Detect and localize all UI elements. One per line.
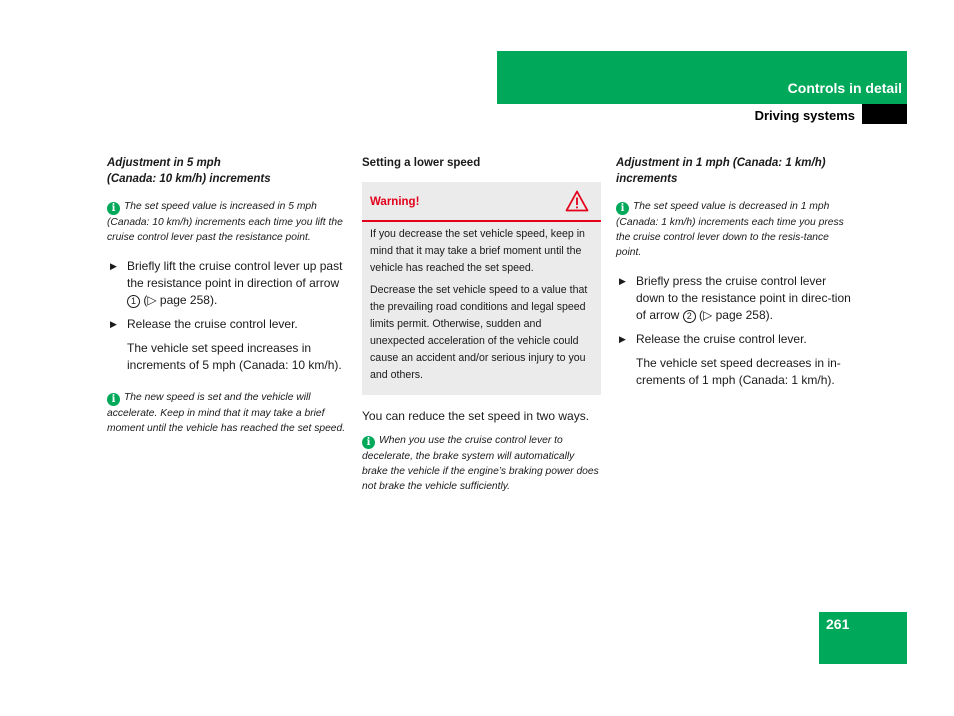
triangle-bullet-icon: ▶	[619, 276, 626, 286]
header-band	[497, 51, 907, 104]
info-icon: i	[107, 202, 120, 215]
note-text: The set speed value is decreased in 1 mph (Canada: 1 km/h) increments each time you press the cruise control lever down to the resis-tance point.	[616, 201, 844, 258]
subheading-line2: (Canada: 10 km/h) increments	[107, 173, 271, 185]
info-note	[107, 390, 347, 436]
arrow-number: 1	[127, 295, 140, 308]
info-icon: i	[616, 202, 629, 215]
warning-triangle-icon	[565, 190, 589, 212]
note-text: The set speed value is increased in 5 mph (Canada: 10 km/h) increments each time you lift the cruise control lever past the resistance point.	[107, 201, 343, 243]
subheading-1mph	[616, 155, 856, 187]
page-reference[interactable]: (▷ page 258).	[699, 308, 773, 322]
step-text: Briefly lift the cruise control lever up past the resistance point in direction of arrow	[127, 259, 343, 290]
triangle-bullet-icon: ▶	[619, 334, 626, 344]
subheading-5mph	[107, 155, 347, 187]
note-text: The new speed is set and the vehicle will accelerate. Keep in mind that it may take a brief moment until the vehicle has reached the set speed.	[107, 392, 346, 434]
subheading-lower-speed: Setting a lower speed	[362, 157, 481, 169]
info-note	[616, 199, 856, 260]
step-text: Release the cruise control lever.	[636, 332, 807, 346]
warning-paragraph: Decrease the set vehicle speed to a value that the prevailing road conditions and legal speed limits permit. Otherwise, sudden and unexpected acceleration of the vehicle could cause an accident and/or serious injury to you and others.	[370, 284, 588, 381]
chapter-title: Controls in detail	[787, 80, 902, 96]
warning-box	[362, 182, 601, 395]
step-result: The vehicle set speed decreases in in-crements of 1 mph (Canada: 1 km/h).	[636, 356, 841, 387]
step-lift-lever	[107, 258, 347, 309]
column-left	[107, 155, 347, 449]
page-reference[interactable]: (▷ page 258).	[143, 293, 218, 307]
info-icon: i	[362, 436, 375, 449]
step-press-lever	[616, 273, 856, 324]
warning-header	[362, 182, 601, 222]
step-result: The vehicle set speed increases in increments of 5 mph (Canada: 10 km/h).	[127, 341, 342, 372]
subheading-line2: increments	[616, 173, 678, 185]
info-note	[362, 433, 602, 494]
warning-body	[362, 222, 601, 395]
info-icon: i	[107, 393, 120, 406]
arrow-number: 2	[683, 310, 696, 323]
column-right	[616, 155, 856, 399]
note-text: When you use the cruise control lever to decelerate, the brake system will automatically brake the vehicle if the engine’s braking power does not brake the vehicle sufficiently.	[362, 435, 599, 492]
warning-title: Warning!	[370, 196, 420, 208]
step-release-lever	[107, 316, 347, 333]
section-marker	[862, 104, 907, 124]
triangle-bullet-icon: ▶	[110, 261, 117, 271]
page-number: 261	[826, 616, 850, 632]
body-text: You can reduce the set speed in two ways.	[362, 409, 590, 423]
section-title: Driving systems	[754, 108, 855, 123]
step-release-lever	[616, 331, 856, 348]
triangle-bullet-icon: ▶	[110, 319, 117, 329]
step-text: Briefly press the cruise control lever down to the resistance point in direc-tion of arrow	[636, 274, 851, 322]
warning-paragraph: If you decrease the set vehicle speed, keep in mind that it may take a brief moment until the vehicle has reached the set speed.	[370, 228, 585, 274]
step-text: Release the cruise control lever.	[127, 317, 298, 331]
subheading-line1: Adjustment in 1 mph (Canada: 1 km/h)	[616, 157, 826, 169]
info-note	[107, 199, 347, 245]
subheading-line1: Adjustment in 5 mph	[107, 157, 221, 169]
column-middle	[362, 155, 602, 507]
